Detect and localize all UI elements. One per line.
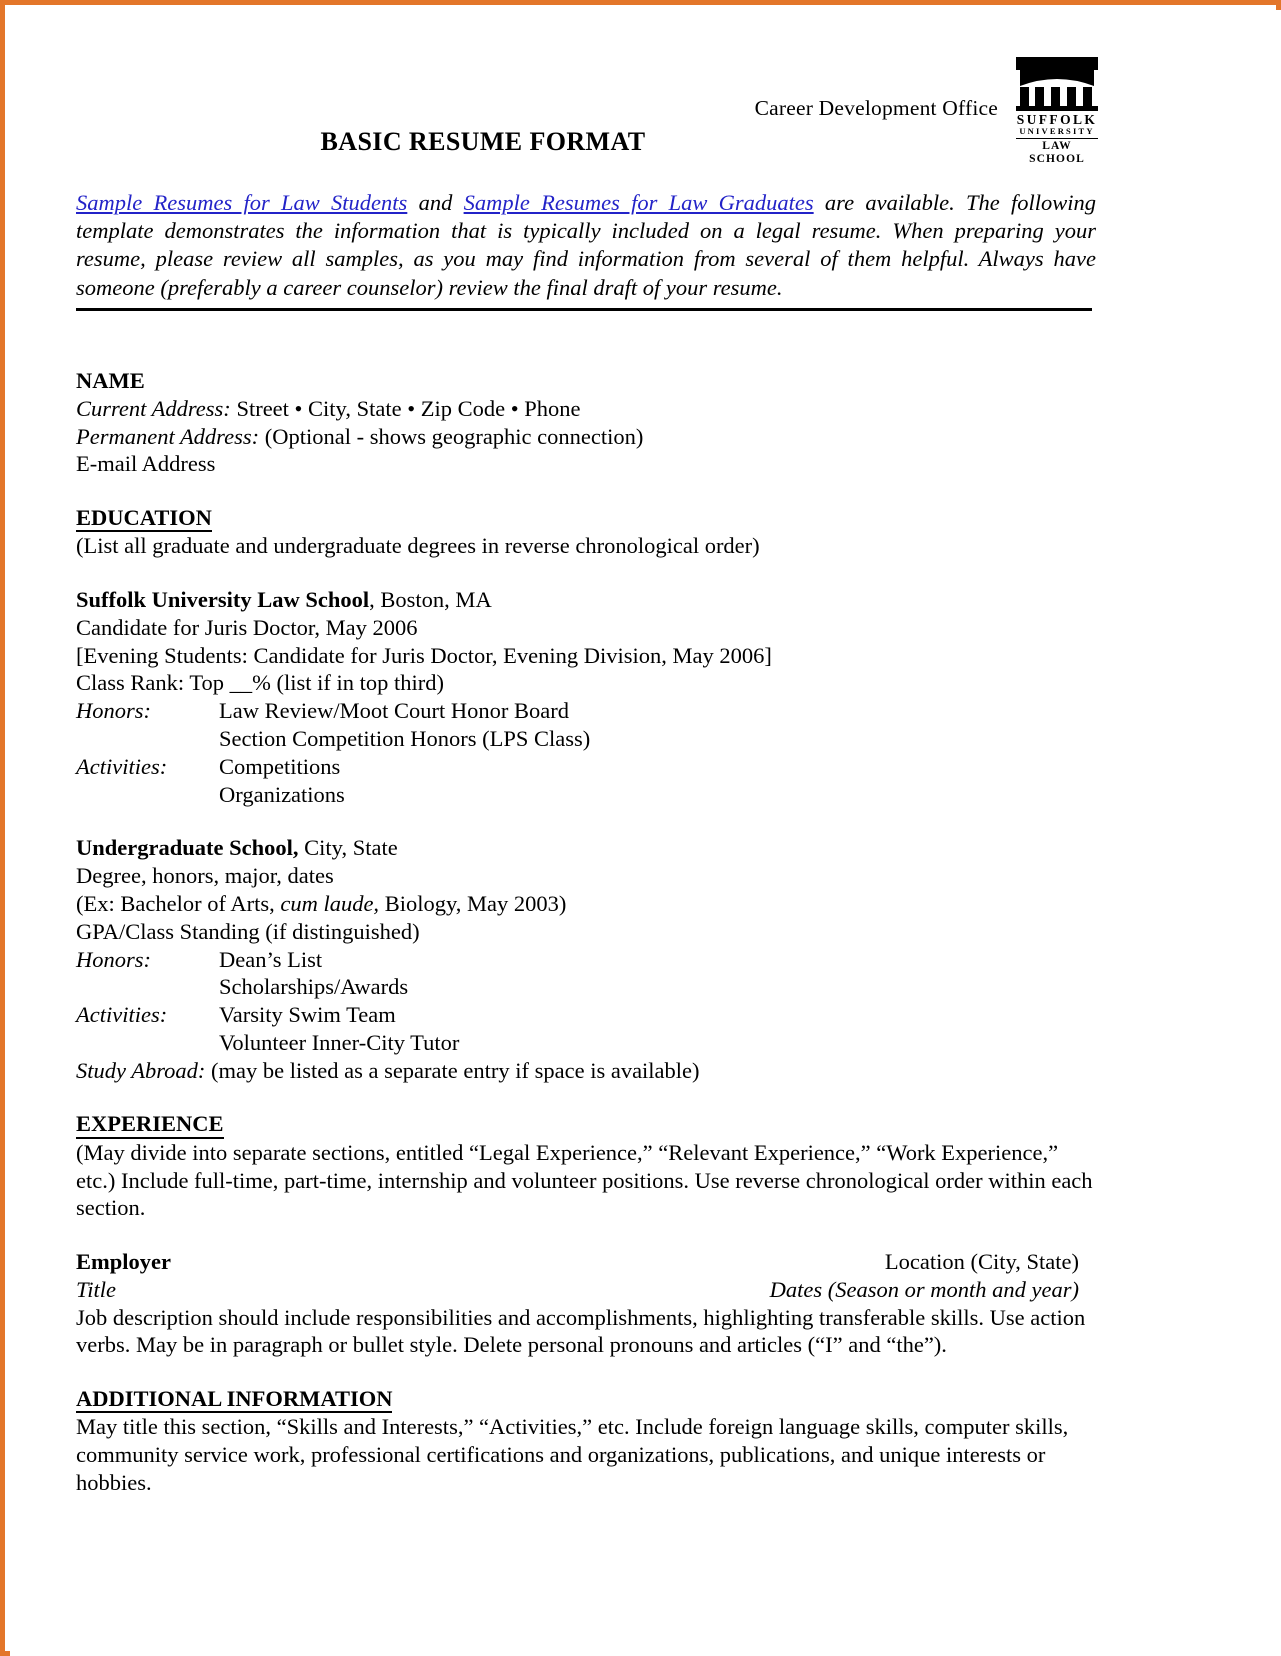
permanent-address-value: (Optional - shows geographic connection) — [259, 423, 644, 449]
undergrad-example-suffix: Biology, May 2003) — [379, 890, 567, 916]
law-school-activities-label-blank — [76, 781, 219, 809]
undergrad-honors-label-blank — [76, 973, 219, 1001]
page-title: BASIC RESUME FORMAT — [320, 127, 646, 156]
undergrad-activities-row-2 — [76, 1029, 1100, 1057]
employer-title-row — [76, 1276, 1079, 1304]
law-school-honors-row — [76, 697, 1100, 725]
sample-resumes-law-graduates-link[interactable]: Sample Resumes for Law Graduates — [463, 190, 814, 215]
undergrad-gpa-line: GPA/Class Standing (if distinguished) — [76, 918, 420, 944]
law-school-evening-line: [Evening Students: Candidate for Juris Doctor, Evening Division, May 2006] — [76, 642, 772, 668]
name-section — [76, 367, 1100, 478]
employer-label: Employer — [76, 1249, 171, 1275]
name-heading: NAME — [76, 367, 145, 393]
experience-note: (May divide into separate sections, entitled “Legal Experience,” “Relevant Experience,” “Work Experience,” etc.) Include full-time, part-time, internship and volunteer positions. Use reverse chronological order within each section. — [76, 1139, 1093, 1221]
law-school-rank-line: Class Rank: Top __% (list if in top third) — [76, 670, 444, 696]
document-content — [76, 10, 1100, 1656]
logo-suffolk-text: SUFFOLK — [1016, 112, 1098, 127]
spacer — [76, 1359, 1100, 1385]
undergrad-activities-value-1: Varsity Swim Team — [219, 1002, 396, 1028]
employer-row — [76, 1248, 1079, 1276]
suffolk-law-school-logo — [1014, 56, 1100, 165]
law-school-honors-label-blank — [76, 725, 219, 753]
logo-university-text: UNIVERSITY — [1019, 126, 1095, 137]
law-school-activities-row — [76, 753, 1100, 781]
spacer — [76, 478, 1100, 504]
law-school-honors-value-1: Law Review/Moot Court Honor Board — [219, 698, 569, 724]
law-school-honors-value-2: Section Competition Honors (LPS Class) — [219, 726, 591, 752]
law-school-name-line — [76, 586, 1100, 614]
intro-body-text: are available. The following template demonstrates the information that is typically included on a legal resume. When preparing your resume, please review all samples, as you may find information from several of them helpful. Always have someone (preferably a career counselor) review the final draft of your resume. — [76, 190, 1096, 300]
job-dates-label: Dates (Season or month and year) — [769, 1276, 1079, 1302]
permanent-address-label: Permanent Address: — [76, 423, 260, 449]
education-heading: EDUCATION — [76, 506, 212, 532]
undergrad-example-prefix: (Ex: Bachelor of Arts, — [76, 890, 281, 916]
employer-location-label: Location (City, State) — [884, 1249, 1079, 1275]
current-address-label: Current Address: — [76, 395, 231, 421]
undergrad-school-location: City, State — [298, 835, 398, 861]
law-school-activities-value-2: Organizations — [219, 781, 345, 807]
suffolk-building-icon — [1014, 56, 1100, 112]
permanent-address-line — [76, 423, 1100, 451]
spacer — [76, 808, 1100, 834]
job-description-note: Job description should include responsibilities and accomplishments, highlighting transferable skills. Use action verbs. May be in paragraph or bullet style. Delete personal pronouns and articles (“I” and “the”). — [76, 1304, 1086, 1358]
job-title-label: Title — [76, 1276, 117, 1302]
current-address-value: Street • City, State • Zip Code • Phone — [230, 395, 581, 421]
law-school-activities-row-2 — [76, 781, 1100, 809]
law-school-location: , Boston, MA — [369, 587, 492, 613]
undergrad-honors-row-2 — [76, 973, 1100, 1001]
logo-law-school-text: LAW SCHOOL — [1029, 139, 1085, 165]
undergrad-activities-label-blank — [76, 1029, 219, 1057]
undergrad-example-latin: cum laude, — [280, 890, 380, 916]
career-development-office-label: Career Development Office — [754, 96, 998, 120]
study-abroad-line — [76, 1057, 1100, 1085]
experience-heading: EXPERIENCE — [76, 1112, 224, 1138]
education-section — [76, 504, 1100, 1084]
spacer — [76, 1084, 1100, 1110]
undergrad-degree-line: Degree, honors, major, dates — [76, 863, 334, 889]
spacer — [76, 341, 1100, 367]
undergrad-honors-value-1: Dean’s List — [219, 946, 323, 972]
spacer — [76, 311, 1100, 341]
spacer — [76, 560, 1100, 586]
logo-divider — [1016, 138, 1098, 139]
undergrad-school-name: Undergraduate School, — [76, 835, 299, 861]
education-note: (List all graduate and undergraduate degrees in reverse chronological order) — [76, 533, 760, 559]
additional-information-note: May title this section, “Skills and Interests,” “Activities,” etc. Include foreign language skills, computer skills, community service work, professional certifications and organizations, publications, and unique interests or hobbies. — [76, 1414, 1069, 1496]
email-address-line: E-mail Address — [76, 451, 216, 477]
undergrad-name-line — [76, 834, 1100, 862]
undergrad-honors-label: Honors: — [76, 946, 152, 972]
intro-paragraph — [76, 189, 1100, 302]
study-abroad-label: Study Abroad: — [76, 1057, 206, 1083]
spacer — [76, 1222, 1100, 1248]
undergrad-activities-label: Activities: — [76, 1002, 168, 1028]
experience-section — [76, 1110, 1100, 1359]
additional-information-heading: ADDITIONAL INFORMATION — [76, 1387, 392, 1413]
intro-conjunction: and — [407, 190, 464, 215]
law-school-honors-row-2 — [76, 725, 1100, 753]
additional-information-section — [76, 1385, 1100, 1497]
undergrad-example-line — [76, 890, 1100, 918]
undergrad-activities-value-2: Volunteer Inner-City Tutor — [219, 1029, 460, 1055]
current-address-line — [76, 395, 1100, 423]
undergrad-honors-value-2: Scholarships/Awards — [219, 974, 409, 1000]
sample-resumes-law-students-link[interactable]: Sample Resumes for Law Students — [76, 190, 408, 215]
law-school-honors-label: Honors: — [76, 698, 152, 724]
undergrad-honors-row — [76, 946, 1100, 974]
law-school-degree-line: Candidate for Juris Doctor, May 2006 — [76, 614, 418, 640]
law-school-activities-label: Activities: — [76, 753, 168, 779]
law-school-activities-value-1: Competitions — [219, 753, 341, 779]
study-abroad-value: (may be listed as a separate entry if space is available) — [205, 1057, 700, 1083]
undergrad-activities-row — [76, 1001, 1100, 1029]
document-sheet — [10, 10, 1281, 1656]
law-school-name: Suffolk University Law School — [76, 587, 370, 613]
